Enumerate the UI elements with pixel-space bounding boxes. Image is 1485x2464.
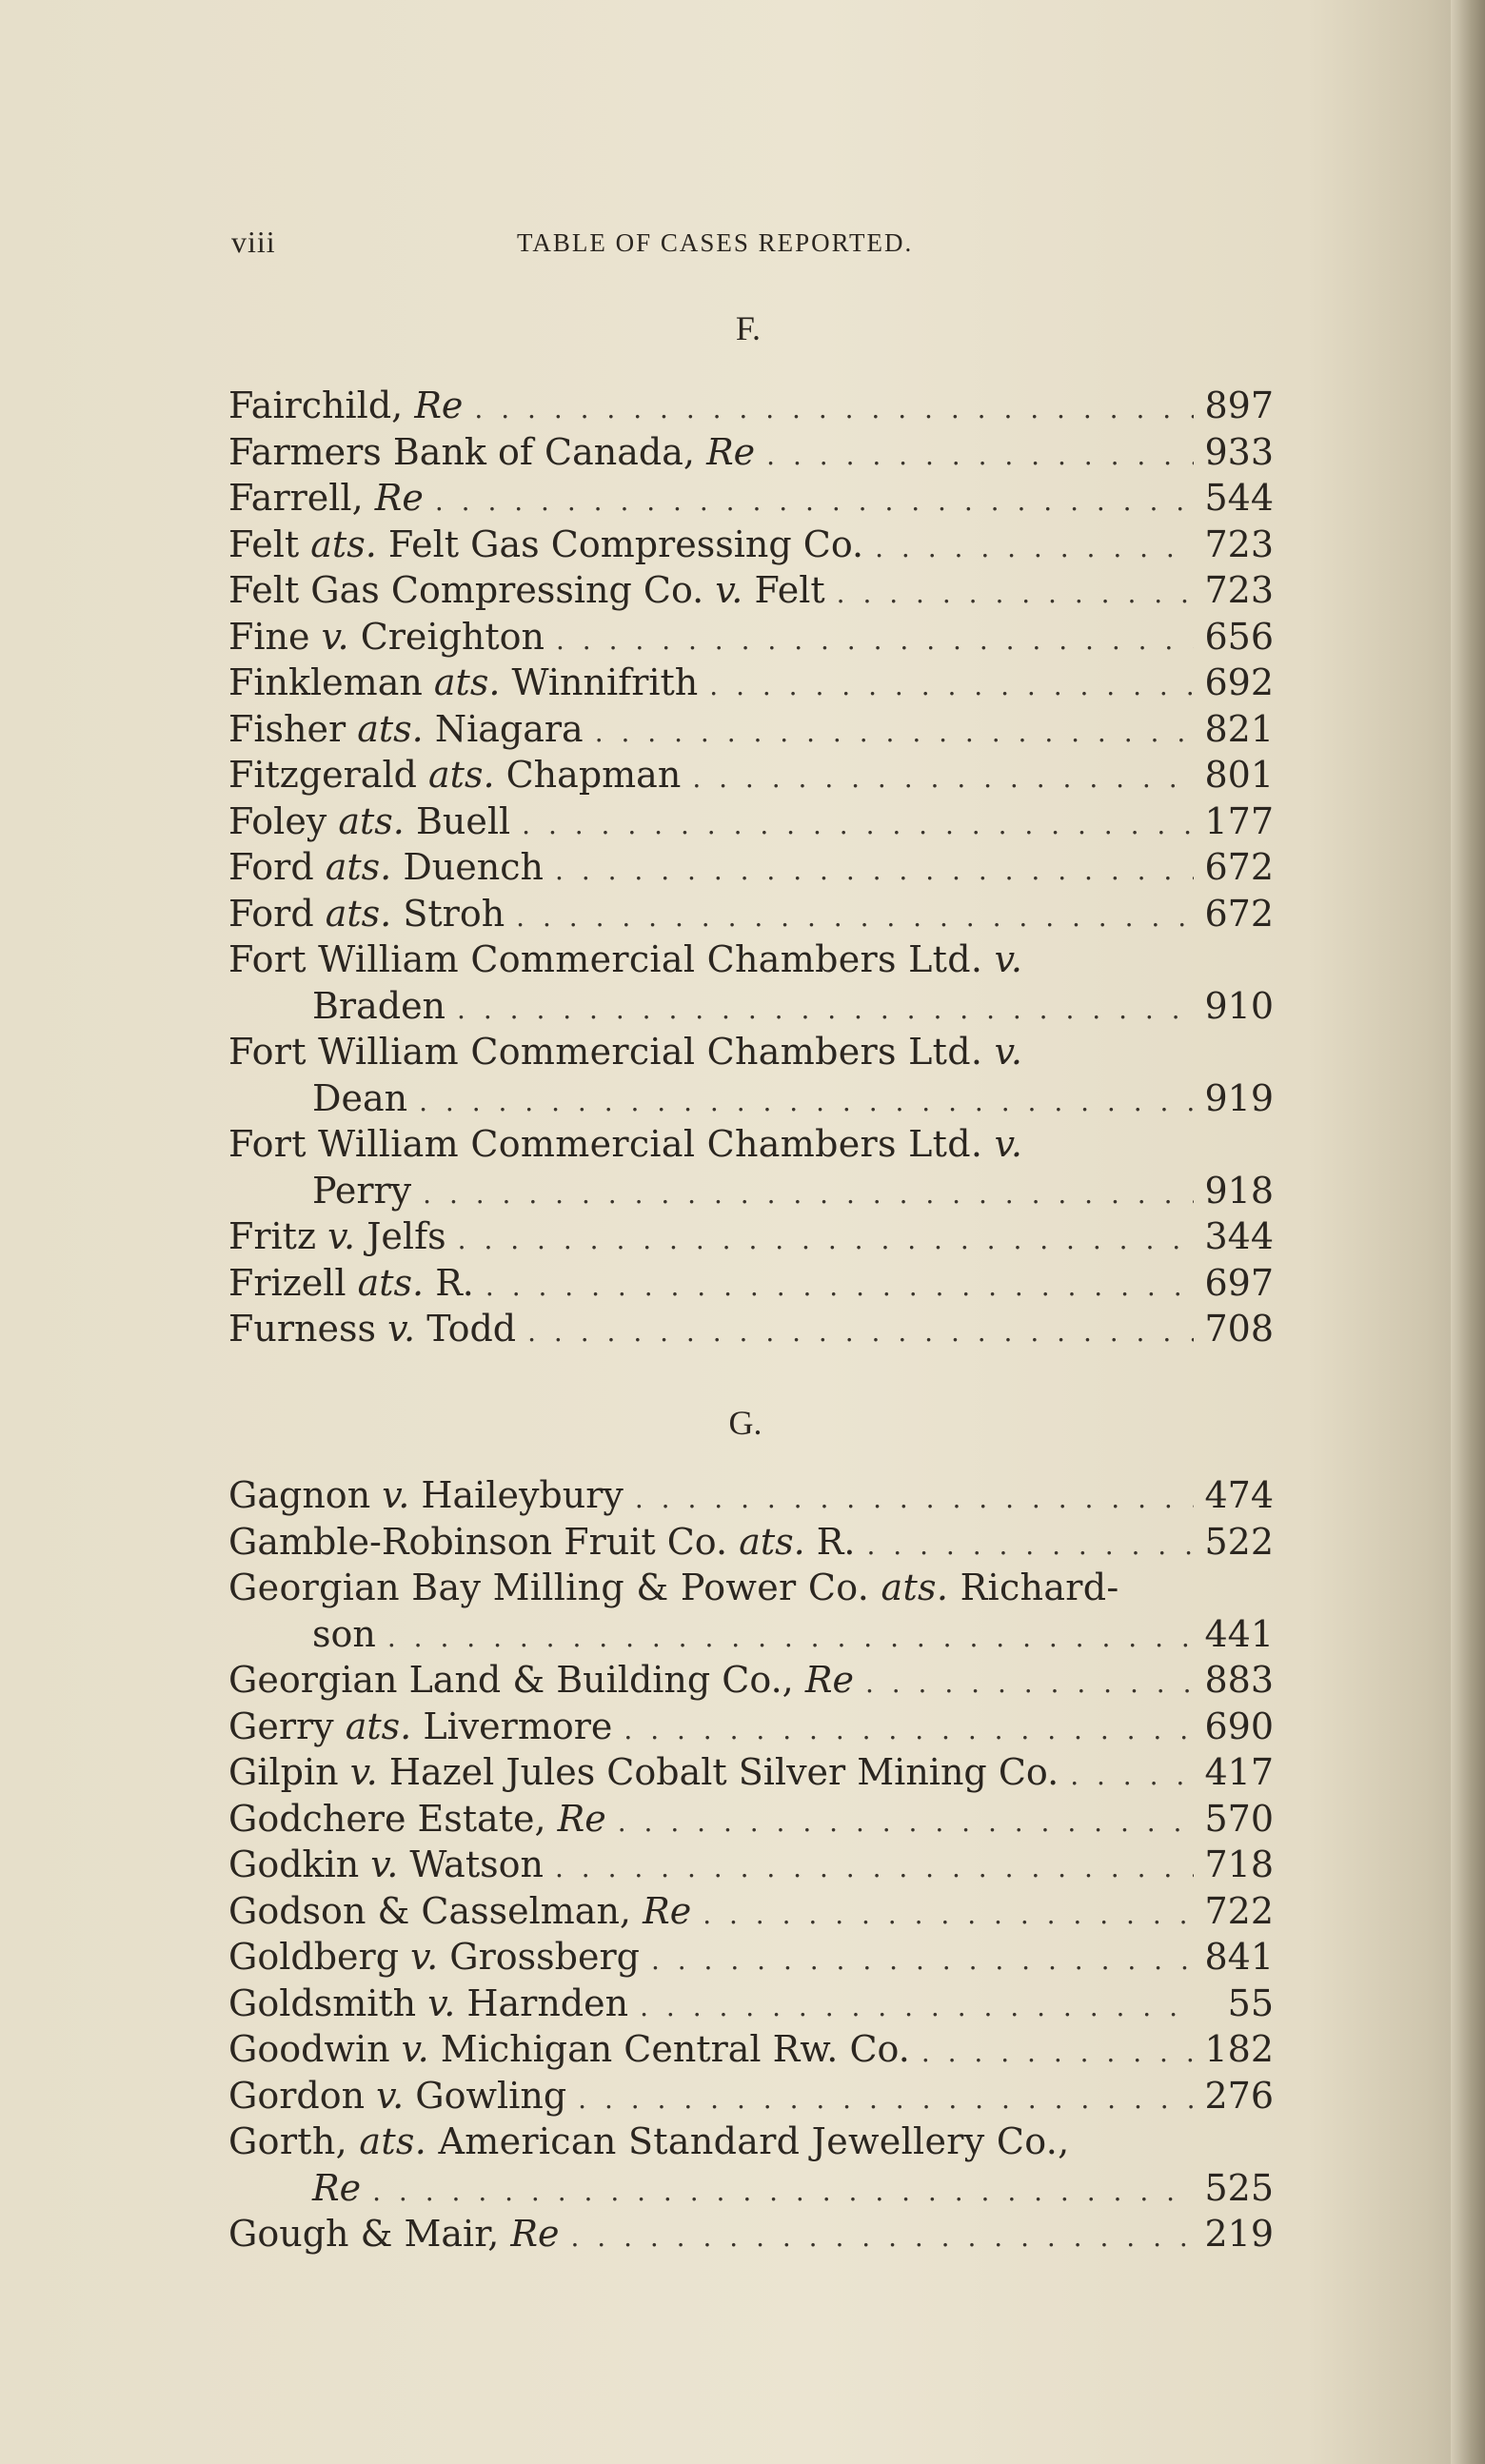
case-party: Georgian Land & Building Co., <box>228 1659 805 1701</box>
dot-leader <box>837 571 1194 618</box>
case-party-second: Richard- <box>948 1567 1119 1608</box>
case-name <box>228 1565 1119 1611</box>
case-entry <box>228 1981 1274 2027</box>
case-entry <box>228 2211 1274 2257</box>
case-connector: v. <box>427 1981 456 2024</box>
case-connector: Re <box>510 2213 560 2255</box>
case-name <box>228 1749 1059 1796</box>
case-party-second: Todd <box>415 1308 517 1350</box>
case-connector: v. <box>382 1474 410 1516</box>
case-name-continued <box>312 1611 376 1658</box>
dot-leader <box>692 756 1194 802</box>
case-name-continued <box>312 983 446 1030</box>
case-entry <box>228 706 1274 753</box>
dot-leader <box>419 1079 1194 1126</box>
page-reference: 219 <box>1204 2213 1274 2255</box>
case-entry <box>228 1657 1274 1704</box>
dot-leader <box>435 479 1194 525</box>
case-party-second: R. <box>424 1261 474 1304</box>
case-name <box>228 1842 544 1888</box>
case-party-second: Winnifrith <box>500 661 699 703</box>
case-connector: Re <box>804 1659 854 1701</box>
page-reference: 692 <box>1204 661 1274 703</box>
case-party: Felt Gas Compressing Co. <box>228 569 716 611</box>
case-entry <box>228 1796 1274 1843</box>
dot-leader <box>875 525 1194 572</box>
case-connector: ats. <box>359 2120 427 2162</box>
case-entry <box>228 1749 1274 1796</box>
dot-leader <box>570 2215 1194 2261</box>
dot-leader <box>555 848 1194 895</box>
case-party: Fort William Commercial Chambers Ltd. <box>228 938 995 980</box>
case-entry <box>228 1121 1274 1168</box>
case-name <box>228 2026 910 2073</box>
case-name-continued <box>312 2165 361 2212</box>
case-connector: v. <box>387 1308 416 1350</box>
case-entry <box>228 614 1274 660</box>
case-name <box>228 475 424 522</box>
case-party: Godson & Casselman, <box>228 1889 644 1932</box>
case-party: Ford <box>228 846 326 888</box>
case-name-continued <box>312 1168 411 1214</box>
case-party: Fort William Commercial Chambers Ltd. <box>228 1031 995 1073</box>
case-name <box>228 798 510 845</box>
case-name <box>228 891 505 937</box>
dot-leader <box>618 1800 1194 1846</box>
case-entry <box>228 1472 1274 1519</box>
page-reference: 897 <box>1204 384 1274 426</box>
case-party: Fine <box>228 615 322 658</box>
dot-leader <box>458 1217 1194 1264</box>
case-name <box>228 1472 624 1519</box>
case-entry <box>228 660 1274 706</box>
page-reference: 344 <box>1204 1215 1274 1257</box>
dot-leader <box>651 1938 1194 1984</box>
case-connector: ats. <box>345 1705 412 1747</box>
case-connector: Re <box>706 430 756 473</box>
case-party: Godchere Estate, <box>228 1797 558 1840</box>
case-connector: v. <box>994 938 1023 980</box>
case-connector: Re <box>374 477 424 519</box>
case-party-second: Niagara <box>423 707 584 750</box>
dot-leader <box>921 2030 1194 2077</box>
case-connector: ats. <box>433 661 501 703</box>
case-party: Goldberg <box>228 1936 411 1978</box>
case-entry <box>228 567 1274 614</box>
page-reference: 718 <box>1204 1843 1274 1885</box>
case-name <box>228 2211 559 2257</box>
case-connector: ats. <box>338 799 405 842</box>
case-party: Gamble-Robinson Fruit Co. <box>228 1520 740 1563</box>
case-name <box>228 1519 855 1566</box>
page-reference: 910 <box>1204 984 1274 1027</box>
case-entry-continuation <box>228 1168 1274 1214</box>
dot-leader <box>527 1310 1194 1356</box>
case-name <box>228 383 463 429</box>
case-connector: v. <box>321 615 349 658</box>
case-connector: v. <box>994 1031 1023 1073</box>
case-entry <box>228 1934 1274 1981</box>
case-entry <box>228 798 1274 845</box>
case-name <box>228 1306 516 1352</box>
page-reference: 821 <box>1204 707 1274 750</box>
case-party: Frizell <box>228 1261 358 1304</box>
page-edge-shadow <box>1451 0 1485 2464</box>
running-header <box>231 225 1271 259</box>
page-reference: 441 <box>1204 1612 1274 1655</box>
case-party-second: Livermore <box>411 1705 613 1747</box>
case-party-second: Michigan Central Rw. Co. <box>428 2028 910 2070</box>
page-reference: 474 <box>1204 1474 1274 1516</box>
page-reference: 525 <box>1204 2166 1274 2209</box>
page-reference: 570 <box>1204 1797 1274 1840</box>
case-party: Gilpin <box>228 1751 350 1793</box>
case-party-second: Watson <box>398 1843 544 1885</box>
case-party-second: Felt <box>742 569 825 611</box>
section-heading-f: F. <box>735 309 762 347</box>
page-reference: 276 <box>1204 2074 1274 2117</box>
case-entry-continuation <box>228 1611 1274 1658</box>
case-party: Gorth, <box>228 2120 360 2162</box>
case-entry <box>228 2026 1274 2073</box>
page-reference: 919 <box>1204 1076 1274 1119</box>
case-party-second: Duench <box>391 846 544 888</box>
dot-leader <box>640 1984 1194 2031</box>
case-connector: ats. <box>357 707 424 750</box>
case-name <box>228 1029 1022 1075</box>
page-reference: 841 <box>1204 1936 1274 1978</box>
case-entry <box>228 752 1274 798</box>
case-entry-continuation <box>228 2165 1274 2212</box>
case-name <box>228 614 544 660</box>
page-reference: 690 <box>1204 1705 1274 1747</box>
case-party: Foley <box>228 799 339 842</box>
page-number: viii <box>231 225 276 259</box>
case-name <box>228 1657 854 1704</box>
dot-leader <box>555 1845 1194 1892</box>
dot-leader <box>703 1892 1194 1939</box>
page-reference: 723 <box>1204 522 1274 565</box>
case-connector: Re <box>643 1889 692 1932</box>
dot-leader <box>556 618 1194 664</box>
case-party-continued: Dean <box>312 1076 408 1119</box>
case-name <box>228 429 755 476</box>
page-reference: 182 <box>1204 2028 1274 2070</box>
case-connector: v. <box>327 1215 356 1257</box>
case-entry <box>228 475 1274 522</box>
case-name <box>228 936 1022 983</box>
case-party-second: Creighton <box>348 615 544 658</box>
case-entry <box>228 383 1274 429</box>
case-party: Finkleman <box>228 661 434 703</box>
page-reference: 656 <box>1204 615 1274 658</box>
case-entry <box>228 1519 1274 1566</box>
case-name <box>228 706 584 753</box>
dot-leader <box>1070 1753 1194 1800</box>
case-entry <box>228 936 1274 983</box>
page-reference: 722 <box>1204 1889 1274 1932</box>
case-entry <box>228 522 1274 568</box>
case-connector: ats. <box>881 1567 949 1608</box>
case-party-second: Gowling <box>404 2074 567 2117</box>
dot-leader <box>372 2169 1194 2216</box>
dot-leader <box>474 386 1194 433</box>
case-party-second: Grossberg <box>438 1936 640 1978</box>
case-party: Godkin <box>228 1843 371 1885</box>
case-connector: Re <box>557 1797 606 1840</box>
case-party-second: American Standard Jewellery Co., <box>426 2120 1070 2162</box>
dot-leader <box>423 1172 1194 1218</box>
case-party-second: Harnden <box>455 1981 629 2024</box>
page-reference: 177 <box>1204 799 1274 842</box>
case-party: Farrell, <box>228 477 375 519</box>
case-party: Georgian Bay Milling & Power Co. <box>228 1567 881 1608</box>
case-party-second: Chapman <box>494 754 682 796</box>
case-connector: ats. <box>428 754 495 796</box>
dot-leader <box>516 895 1194 941</box>
case-party: Fairchild, <box>228 384 415 426</box>
case-party: Ford <box>228 892 326 935</box>
page-reference: 918 <box>1204 1169 1274 1212</box>
case-name <box>228 752 681 798</box>
case-party: Fritz <box>228 1215 328 1257</box>
case-connector: v. <box>401 2028 429 2070</box>
case-name <box>228 1260 474 1307</box>
running-title: TABLE OF CASES REPORTED. <box>517 228 914 257</box>
case-entry-continuation <box>228 983 1274 1030</box>
section-heading-g: G. <box>728 1404 762 1442</box>
case-connector: v. <box>376 2074 405 2117</box>
case-party: Gerry <box>228 1705 346 1747</box>
case-party-second: Jelfs <box>355 1215 446 1257</box>
case-entry <box>228 1704 1274 1750</box>
dot-leader <box>624 1707 1194 1754</box>
case-list-f <box>228 383 1274 1352</box>
case-name <box>228 844 544 891</box>
page-reference: 697 <box>1204 1261 1274 1304</box>
case-connector: ats. <box>739 1520 805 1563</box>
case-entry <box>228 2119 1274 2165</box>
case-name <box>228 1981 628 2027</box>
case-connector: v. <box>349 1751 378 1793</box>
case-name <box>228 1888 691 1935</box>
case-party-continued: Perry <box>312 1169 412 1212</box>
case-party: Furness <box>228 1308 388 1350</box>
case-name <box>228 2119 1070 2165</box>
case-name <box>228 1704 612 1750</box>
case-connector: Re <box>414 384 464 426</box>
case-party: Goodwin <box>228 2028 402 2070</box>
dot-leader <box>595 710 1194 757</box>
case-name <box>228 1934 640 1981</box>
case-party: Fisher <box>228 707 358 750</box>
case-entry <box>228 1306 1274 1352</box>
case-party: Felt <box>228 522 311 565</box>
case-connector: ats. <box>325 892 392 935</box>
case-entry <box>228 844 1274 891</box>
case-entry <box>228 1213 1274 1260</box>
case-connector: ats. <box>325 846 392 888</box>
case-name <box>228 2073 566 2119</box>
dot-leader <box>522 802 1194 849</box>
page-reference: 672 <box>1204 892 1274 935</box>
case-entry-continuation <box>228 1075 1274 1122</box>
case-connector: v. <box>410 1936 439 1978</box>
case-party: Fort William Commercial Chambers Ltd. <box>228 1123 995 1165</box>
case-entry <box>228 1888 1274 1935</box>
page-reference: 417 <box>1204 1751 1274 1793</box>
case-connector: v. <box>994 1123 1023 1165</box>
case-name <box>228 1213 446 1260</box>
case-party-second: Haileybury <box>409 1474 624 1516</box>
case-party-second: Buell <box>404 799 511 842</box>
case-list-g <box>228 1472 1274 2257</box>
case-party-second: Hazel Jules Cobalt Silver Mining Co. <box>377 1751 1059 1793</box>
dot-leader <box>766 433 1194 480</box>
case-name <box>228 660 698 706</box>
case-party: Farmers Bank of Canada, <box>228 430 707 473</box>
dot-leader <box>387 1615 1194 1662</box>
page-reference: 544 <box>1204 477 1274 519</box>
case-entry <box>228 429 1274 476</box>
case-name-continued <box>312 1075 407 1122</box>
case-connector: v. <box>370 1843 399 1885</box>
page-reference: 883 <box>1204 1659 1274 1701</box>
case-name <box>228 567 825 614</box>
page-reference: 708 <box>1204 1308 1274 1350</box>
dot-leader <box>865 1661 1194 1707</box>
dot-leader <box>457 987 1194 1034</box>
case-name <box>228 1796 606 1843</box>
case-entry <box>228 1565 1274 1611</box>
case-party: Gordon <box>228 2074 377 2117</box>
case-party-continued: Braden <box>312 984 446 1027</box>
case-party-continued: son <box>312 1612 376 1655</box>
case-entry <box>228 891 1274 937</box>
case-party-second: R. <box>804 1520 856 1563</box>
case-party: Fitzgerald <box>228 754 429 796</box>
case-connector: v. <box>715 569 743 611</box>
page-reference: 522 <box>1204 1520 1274 1563</box>
page-reference: 672 <box>1204 846 1274 888</box>
dot-leader <box>635 1476 1194 1523</box>
case-connector: Re <box>312 2166 362 2209</box>
case-entry <box>228 1029 1274 1075</box>
case-name <box>228 522 863 568</box>
dot-leader <box>709 663 1194 710</box>
page-reference: 801 <box>1204 754 1274 796</box>
case-party: Goldsmith <box>228 1981 428 2024</box>
case-party-second: Stroh <box>391 892 505 935</box>
case-entry <box>228 1842 1274 1888</box>
page-reference: 933 <box>1204 430 1274 473</box>
case-party-second: Felt Gas Compressing Co. <box>376 522 864 565</box>
page-reference: 55 <box>1227 1981 1274 2024</box>
case-name <box>228 1121 1022 1168</box>
dot-leader <box>578 2077 1194 2123</box>
case-party: Gagnon <box>228 1474 383 1516</box>
case-entry <box>228 2073 1274 2119</box>
case-entry <box>228 1260 1274 1307</box>
page-reference: 723 <box>1204 569 1274 611</box>
case-connector: ats. <box>310 522 377 565</box>
case-party: Gough & Mair, <box>228 2213 511 2255</box>
case-connector: ats. <box>357 1261 425 1304</box>
dot-leader <box>485 1264 1194 1311</box>
dot-leader <box>866 1523 1194 1569</box>
